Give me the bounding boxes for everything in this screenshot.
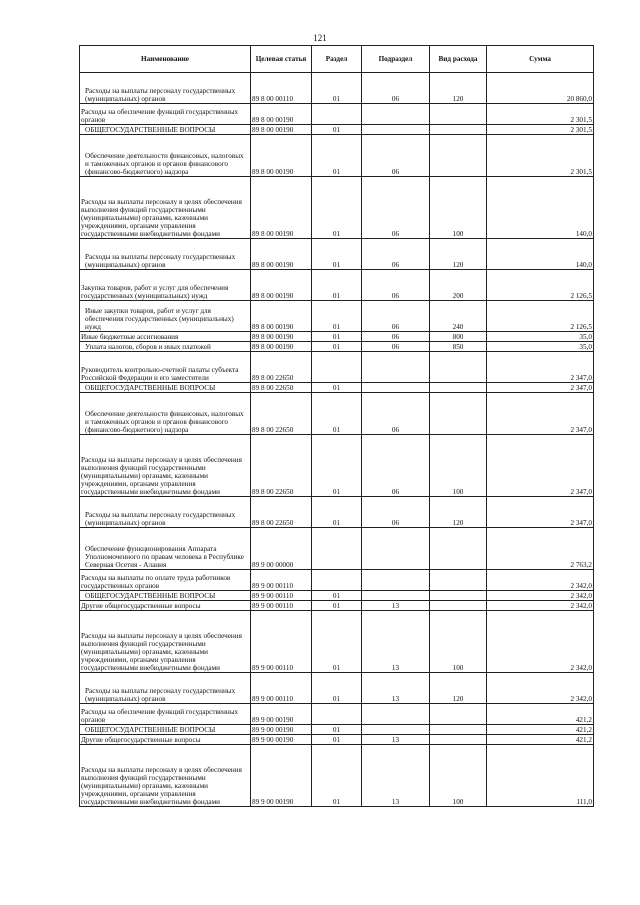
table-row bbox=[80, 383, 594, 393]
row-name-cell: Расходы на выплаты по оплате труда работников государственных органов bbox=[80, 570, 251, 591]
row-section-cell bbox=[312, 704, 362, 725]
row-name-cell: Расходы на выплаты персоналу в целях обеспечения выполнения функций государственными (муниципальными) органами, казенными учреждениями, органами управления государственными внебюджетными фондами bbox=[80, 745, 251, 807]
row-sum-cell: 140,0 bbox=[487, 177, 594, 239]
row-name-cell: Обеспечение деятельности финансовых, налоговых и таможенных органов и органов финансового (финансово-бюджетного) надзора bbox=[80, 393, 251, 435]
row-section-cell: 01 bbox=[312, 177, 362, 239]
row-name-cell: Иные бюджетные ассигнования bbox=[80, 332, 251, 342]
row-sum-cell: 2 347,0 bbox=[487, 393, 594, 435]
row-target-article-cell: 89 8 00 22650 bbox=[251, 352, 312, 383]
row-sum-cell: 35,0 bbox=[487, 332, 594, 342]
row-name-cell: Расходы на обеспечение функций государственных органов bbox=[80, 104, 251, 125]
row-target-article-cell: 89 9 00 00190 bbox=[251, 725, 312, 735]
row-name-cell: Расходы на выплаты персоналу в целях обеспечения выполнения функций государственными (муниципальными) органами, казенными учреждениями, органами управления государственными внебюджетными фондами bbox=[80, 435, 251, 497]
column-header-subsection: Подраздел bbox=[362, 46, 430, 73]
row-subsection-cell bbox=[362, 383, 430, 393]
row-target-article-cell: 89 9 00 00110 bbox=[251, 611, 312, 673]
row-target-article-cell: 89 9 00 00190 bbox=[251, 745, 312, 807]
row-name-cell: Расходы на выплаты персоналу в целях обеспечения выполнения функций государственными (муниципальными) органами, казенными учреждениями, органами управления государственными внебюджетными фондами bbox=[80, 611, 251, 673]
table-row bbox=[80, 570, 594, 591]
table-row bbox=[80, 601, 594, 611]
table-row bbox=[80, 735, 594, 745]
table-row bbox=[80, 611, 594, 673]
row-expense-type-cell: 200 bbox=[430, 270, 487, 301]
row-expense-type-cell bbox=[430, 591, 487, 601]
row-name-cell: Другие общегосударственные вопросы bbox=[80, 601, 251, 611]
row-target-article-cell: 89 9 00 00190 bbox=[251, 704, 312, 725]
row-expense-type-cell bbox=[430, 704, 487, 725]
row-section-cell: 01 bbox=[312, 435, 362, 497]
row-section-cell: 01 bbox=[312, 601, 362, 611]
row-sum-cell: 140,0 bbox=[487, 239, 594, 270]
row-section-cell: 01 bbox=[312, 393, 362, 435]
row-expense-type-cell bbox=[430, 601, 487, 611]
row-expense-type-cell bbox=[430, 125, 487, 135]
row-expense-type-cell bbox=[430, 528, 487, 570]
row-sum-cell: 421,2 bbox=[487, 735, 594, 745]
row-target-article-cell: 89 8 00 00190 bbox=[251, 270, 312, 301]
table-row bbox=[80, 591, 594, 601]
row-expense-type-cell: 120 bbox=[430, 673, 487, 704]
row-sum-cell: 2 342,0 bbox=[487, 601, 594, 611]
row-expense-type-cell bbox=[430, 352, 487, 383]
row-name-cell: ОБЩЕГОСУДАРСТВЕННЫЕ ВОПРОСЫ bbox=[80, 125, 251, 135]
row-section-cell bbox=[312, 570, 362, 591]
row-section-cell: 01 bbox=[312, 383, 362, 393]
row-section-cell: 01 bbox=[312, 332, 362, 342]
row-subsection-cell bbox=[362, 591, 430, 601]
row-subsection-cell: 06 bbox=[362, 73, 430, 104]
row-sum-cell: 35,0 bbox=[487, 342, 594, 352]
row-subsection-cell: 06 bbox=[362, 135, 430, 177]
row-target-article-cell: 89 8 00 22650 bbox=[251, 393, 312, 435]
row-target-article-cell: 89 9 00 00190 bbox=[251, 735, 312, 745]
table-row bbox=[80, 239, 594, 270]
table-row bbox=[80, 135, 594, 177]
row-sum-cell: 2 342,0 bbox=[487, 591, 594, 601]
row-name-cell: Расходы на выплаты персоналу государственных (муниципальных) органов bbox=[80, 673, 251, 704]
table-row bbox=[80, 125, 594, 135]
row-expense-type-cell: 120 bbox=[430, 73, 487, 104]
row-expense-type-cell: 800 bbox=[430, 332, 487, 342]
column-header-expense-type: Вид расхода bbox=[430, 46, 487, 73]
row-subsection-cell: 06 bbox=[362, 239, 430, 270]
row-subsection-cell bbox=[362, 704, 430, 725]
row-section-cell: 01 bbox=[312, 73, 362, 104]
row-target-article-cell: 89 8 00 00190 bbox=[251, 135, 312, 177]
row-subsection-cell: 13 bbox=[362, 601, 430, 611]
row-target-article-cell: 89 8 00 00110 bbox=[251, 73, 312, 104]
row-target-article-cell: 89 8 00 00190 bbox=[251, 239, 312, 270]
row-subsection-cell: 06 bbox=[362, 301, 430, 332]
row-expense-type-cell: 120 bbox=[430, 497, 487, 528]
row-subsection-cell: 06 bbox=[362, 393, 430, 435]
table-row bbox=[80, 104, 594, 125]
row-target-article-cell: 89 8 00 00190 bbox=[251, 301, 312, 332]
row-target-article-cell: 89 9 00 00110 bbox=[251, 601, 312, 611]
row-target-article-cell: 89 8 00 00190 bbox=[251, 342, 312, 352]
table-row bbox=[80, 393, 594, 435]
row-sum-cell: 421,2 bbox=[487, 725, 594, 735]
row-name-cell: Расходы на обеспечение функций государственных органов bbox=[80, 704, 251, 725]
row-section-cell: 01 bbox=[312, 725, 362, 735]
row-sum-cell: 2 126,5 bbox=[487, 270, 594, 301]
row-name-cell: Другие общегосударственные вопросы bbox=[80, 735, 251, 745]
row-section-cell bbox=[312, 104, 362, 125]
table-row bbox=[80, 704, 594, 725]
row-target-article-cell: 89 8 00 22650 bbox=[251, 497, 312, 528]
row-subsection-cell: 06 bbox=[362, 270, 430, 301]
row-subsection-cell: 13 bbox=[362, 673, 430, 704]
row-name-cell: Расходы на выплаты персоналу государственных (муниципальных) органов bbox=[80, 239, 251, 270]
row-section-cell: 01 bbox=[312, 125, 362, 135]
row-name-cell: ОБЩЕГОСУДАРСТВЕННЫЕ ВОПРОСЫ bbox=[80, 725, 251, 735]
row-target-article-cell: 89 9 00 00000 bbox=[251, 528, 312, 570]
row-expense-type-cell: 100 bbox=[430, 745, 487, 807]
row-sum-cell: 2 763,2 bbox=[487, 528, 594, 570]
row-sum-cell: 2 347,0 bbox=[487, 435, 594, 497]
table-row bbox=[80, 301, 594, 332]
row-subsection-cell: 13 bbox=[362, 745, 430, 807]
row-sum-cell: 2 301,5 bbox=[487, 104, 594, 125]
row-expense-type-cell: 850 bbox=[430, 342, 487, 352]
row-name-cell: Руководитель контрольно-счетной палаты субъекта Российской Федерации и его заместители bbox=[80, 352, 251, 383]
table-row bbox=[80, 725, 594, 735]
row-sum-cell: 421,2 bbox=[487, 704, 594, 725]
row-section-cell: 01 bbox=[312, 497, 362, 528]
row-section-cell: 01 bbox=[312, 135, 362, 177]
page-number: 121 bbox=[313, 33, 327, 43]
row-name-cell: Обеспечение функционирования Аппарата Уполномоченного по правам человека в Республике Северная Осетия - Алания bbox=[80, 528, 251, 570]
table-row bbox=[80, 177, 594, 239]
row-target-article-cell: 89 9 00 00110 bbox=[251, 570, 312, 591]
row-section-cell: 01 bbox=[312, 673, 362, 704]
row-target-article-cell: 89 8 00 00190 bbox=[251, 104, 312, 125]
row-target-article-cell: 89 8 00 00190 bbox=[251, 332, 312, 342]
row-expense-type-cell: 100 bbox=[430, 435, 487, 497]
row-section-cell: 01 bbox=[312, 611, 362, 673]
row-name-cell: Уплата налогов, сборов и иных платежей bbox=[80, 342, 251, 352]
row-subsection-cell: 06 bbox=[362, 332, 430, 342]
row-subsection-cell bbox=[362, 104, 430, 125]
row-subsection-cell: 06 bbox=[362, 177, 430, 239]
row-sum-cell: 2 301,5 bbox=[487, 125, 594, 135]
row-target-article-cell: 89 8 00 22650 bbox=[251, 383, 312, 393]
row-expense-type-cell: 100 bbox=[430, 177, 487, 239]
row-sum-cell: 2 342,0 bbox=[487, 673, 594, 704]
row-section-cell: 01 bbox=[312, 745, 362, 807]
row-section-cell: 01 bbox=[312, 342, 362, 352]
row-subsection-cell bbox=[362, 570, 430, 591]
row-target-article-cell: 89 8 00 22650 bbox=[251, 435, 312, 497]
table-row bbox=[80, 270, 594, 301]
column-header-target-article: Целевая статья bbox=[251, 46, 312, 73]
row-target-article-cell: 89 9 00 00110 bbox=[251, 673, 312, 704]
row-sum-cell: 2 347,0 bbox=[487, 352, 594, 383]
row-expense-type-cell: 120 bbox=[430, 239, 487, 270]
row-expense-type-cell bbox=[430, 735, 487, 745]
row-sum-cell: 2 342,0 bbox=[487, 611, 594, 673]
row-sum-cell: 2 126,5 bbox=[487, 301, 594, 332]
table-row bbox=[80, 352, 594, 383]
row-name-cell: Расходы на выплаты персоналу государственных (муниципальных) органов bbox=[80, 497, 251, 528]
row-expense-type-cell: 240 bbox=[430, 301, 487, 332]
row-expense-type-cell bbox=[430, 383, 487, 393]
row-subsection-cell: 06 bbox=[362, 435, 430, 497]
row-sum-cell: 2 342,0 bbox=[487, 570, 594, 591]
row-section-cell bbox=[312, 352, 362, 383]
table-row bbox=[80, 528, 594, 570]
row-section-cell: 01 bbox=[312, 591, 362, 601]
row-expense-type-cell bbox=[430, 393, 487, 435]
row-sum-cell: 20 860,0 bbox=[487, 73, 594, 104]
column-header-section: Раздел bbox=[312, 46, 362, 73]
row-expense-type-cell: 100 bbox=[430, 611, 487, 673]
row-name-cell: Закупка товаров, работ и услуг для обеспечения государственных (муниципальных) нужд bbox=[80, 270, 251, 301]
row-name-cell: Иные закупки товаров, работ и услуг для обеспечения государственных (муниципальных) нужд bbox=[80, 301, 251, 332]
table-row bbox=[80, 73, 594, 104]
row-target-article-cell: 89 9 00 00110 bbox=[251, 591, 312, 601]
row-name-cell: ОБЩЕГОСУДАРСТВЕННЫЕ ВОПРОСЫ bbox=[80, 591, 251, 601]
row-subsection-cell bbox=[362, 352, 430, 383]
row-section-cell: 01 bbox=[312, 301, 362, 332]
row-subsection-cell bbox=[362, 725, 430, 735]
row-subsection-cell: 13 bbox=[362, 611, 430, 673]
table-header-row bbox=[80, 46, 594, 73]
table-row bbox=[80, 332, 594, 342]
row-sum-cell: 2 347,0 bbox=[487, 497, 594, 528]
row-target-article-cell: 89 8 00 00190 bbox=[251, 125, 312, 135]
table-row bbox=[80, 673, 594, 704]
column-header-name: Наименование bbox=[80, 46, 251, 73]
row-subsection-cell bbox=[362, 125, 430, 135]
row-target-article-cell: 89 8 00 00190 bbox=[251, 177, 312, 239]
row-sum-cell: 2 301,5 bbox=[487, 135, 594, 177]
row-section-cell: 01 bbox=[312, 270, 362, 301]
row-name-cell: ОБЩЕГОСУДАРСТВЕННЫЕ ВОПРОСЫ bbox=[80, 383, 251, 393]
column-header-sum: Сумма bbox=[487, 46, 594, 73]
table-row bbox=[80, 342, 594, 352]
row-section-cell: 01 bbox=[312, 735, 362, 745]
row-subsection-cell: 13 bbox=[362, 735, 430, 745]
row-expense-type-cell bbox=[430, 570, 487, 591]
row-expense-type-cell bbox=[430, 104, 487, 125]
row-name-cell: Расходы на выплаты персоналу государственных (муниципальных) органов bbox=[80, 73, 251, 104]
row-subsection-cell bbox=[362, 528, 430, 570]
table-row bbox=[80, 497, 594, 528]
row-expense-type-cell bbox=[430, 725, 487, 735]
row-name-cell: Расходы на выплаты персоналу в целях обеспечения выполнения функций государственными (муниципальными) органами, казенными учреждениями, органами управления государственными внебюджетными фондами bbox=[80, 177, 251, 239]
table-row bbox=[80, 435, 594, 497]
row-section-cell bbox=[312, 528, 362, 570]
budget-table bbox=[79, 45, 594, 807]
row-sum-cell: 2 347,0 bbox=[487, 383, 594, 393]
row-name-cell: Обеспечение деятельности финансовых, налоговых и таможенных органов и органов финансового (финансово-бюджетного) надзора bbox=[80, 135, 251, 177]
row-sum-cell: 111,0 bbox=[487, 745, 594, 807]
row-section-cell: 01 bbox=[312, 239, 362, 270]
row-expense-type-cell bbox=[430, 135, 487, 177]
table-row bbox=[80, 745, 594, 807]
row-subsection-cell: 06 bbox=[362, 342, 430, 352]
row-subsection-cell: 06 bbox=[362, 497, 430, 528]
